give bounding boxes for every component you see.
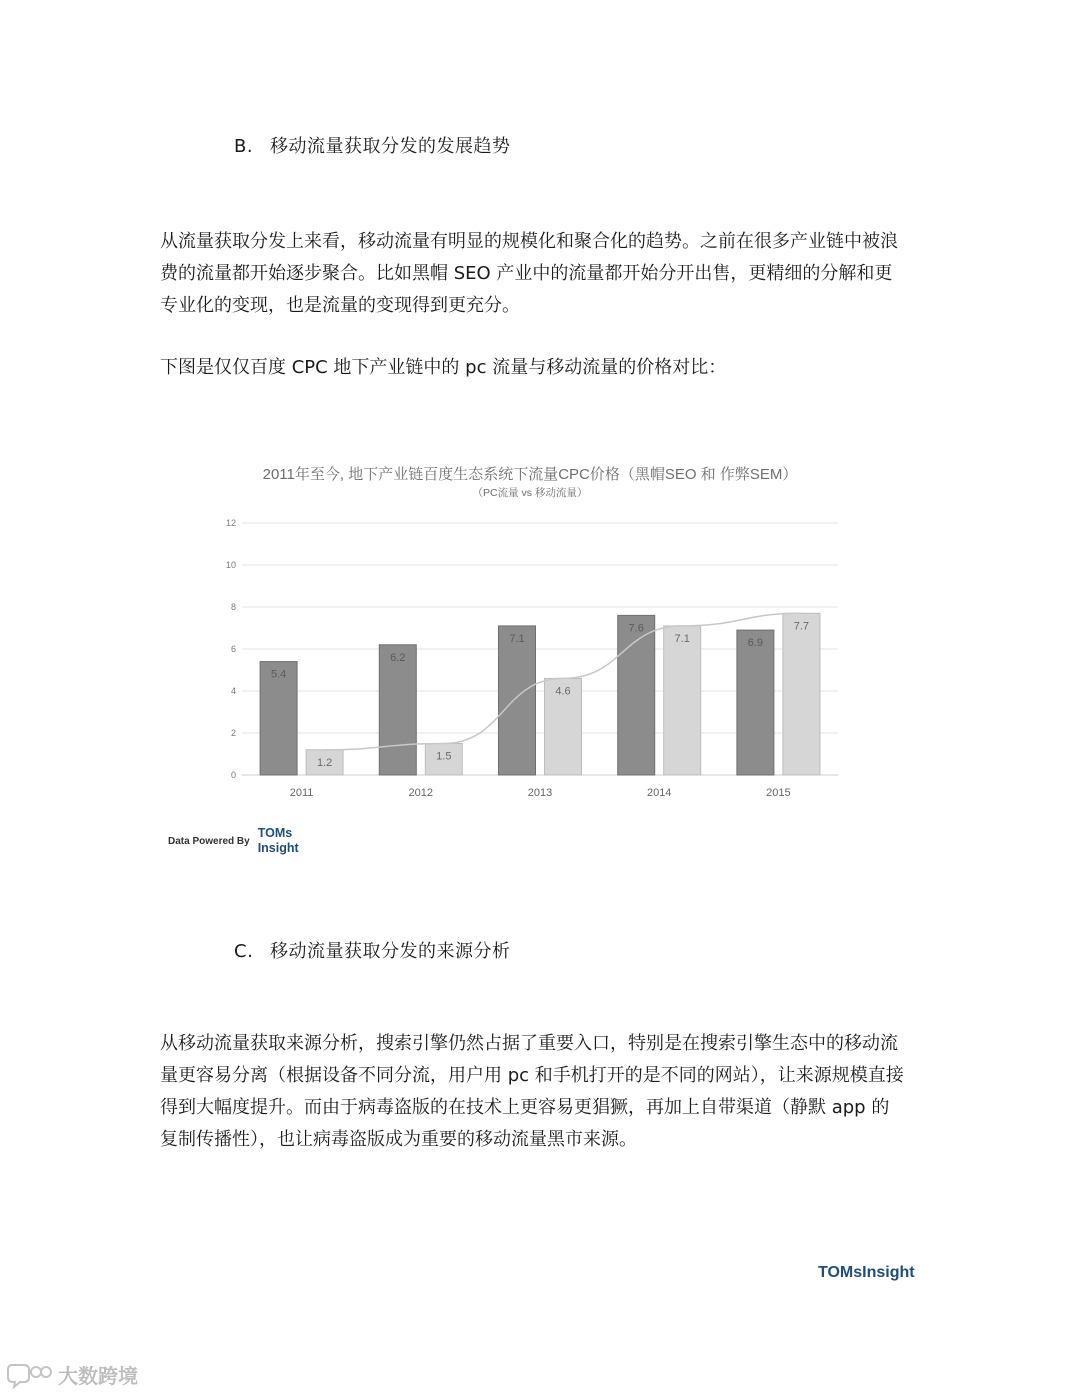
section-b-title: 移动流量获取分发的发展趋势 [270,136,511,157]
section-c-title: 移动流量获取分发的来源分析 [270,941,511,962]
credit-brand-line1: TOMs [257,826,293,840]
data-label: 1.5 [436,750,452,763]
section-c-number: C. [234,941,254,962]
paragraph-traffic-source [160,1028,935,1156]
paragraph-line: 得到大幅度提升。而由于病毒盗版的在技术上更容易更猖獗，再加上自带渠道（静默 app 的 [160,1097,890,1118]
data-label: 7.1 [674,632,690,645]
paragraph-traffic-trend [160,226,935,322]
bar [737,630,774,775]
paragraph-line: 量更容易分离（根据设备不同分流，用户用 pc 和手机打开的是不同的网站），让来源规模直接 [160,1065,904,1086]
paragraph-line: 复制传播性），也让病毒盗版成为重要的移动流量黑市来源。 [160,1129,637,1150]
chat-bubble-icon [6,1361,52,1389]
cpc-price-chart [160,455,860,865]
data-credit [168,826,299,856]
chart-y-ticks [226,518,236,780]
chart-subtitle: （PC流量 vs 移动流量） [472,487,588,499]
data-label: 7.6 [628,622,644,635]
section-c-heading [234,937,511,963]
paragraph-line: 从流量获取分发上来看，移动流量有明显的规模化和聚合化的趋势。之前在很多产业链中被浪 [160,231,898,252]
bar [664,626,701,775]
watermark-text: 大数跨境 [58,1364,138,1388]
bar [379,645,416,775]
chart-bars [260,613,820,775]
x-tick-label: 2014 [646,787,672,799]
data-label: 7.7 [793,620,810,633]
paragraph-line: 费的流量都开始逐步聚合。比如黑帽 SEO 产业中的流量都开始分开出售，更精细的分解和更 [160,263,893,284]
y-tick-label: 12 [225,518,236,528]
data-credit-label: Data Powered By [168,835,250,847]
data-label: 7.1 [509,632,525,645]
y-tick-label: 10 [225,560,236,570]
y-tick-label: 4 [230,686,236,696]
paragraph-line: 专业化的变现，也是流量的变现得到更充分。 [160,295,520,316]
y-tick-label: 6 [230,644,236,654]
section-b-number: B. [234,136,254,157]
y-tick-label: 0 [230,770,236,780]
paragraph-line: 从移动流量获取来源分析，搜索引擎仍然占据了重要入口，特别是在搜索引擎生态中的移动流 [160,1033,898,1054]
bar [499,626,536,775]
data-label: 4.6 [555,685,571,698]
data-label: 6.2 [390,651,406,664]
data-label: 5.4 [270,668,287,681]
x-tick-label: 2013 [527,787,553,799]
paragraph-chart-intro [160,352,935,384]
bar [618,615,655,775]
credit-brand-line2: Insight [257,841,299,855]
credit-brand-logo [258,826,299,856]
data-label: 1.2 [316,756,333,769]
footer-brand-logo: TOMsInsight [818,1264,915,1281]
paragraph-line: 下图是仅仅百度 CPC 地下产业链中的 pc 流量与移动流量的价格对比： [160,357,727,378]
x-tick-label: 2011 [289,787,314,799]
data-label: 6.9 [747,637,764,650]
chart-title: 2011年至今, 地下产业链百度生态系统下流量CPC价格（黑帽SEO 和 作弊SEM） [262,466,798,483]
bar [783,613,820,775]
section-b-heading [234,132,511,158]
x-tick-label: 2015 [766,787,791,799]
y-tick-label: 8 [230,602,236,612]
chart-x-ticks [290,787,791,799]
y-tick-label: 2 [230,728,236,738]
watermark [6,1360,138,1389]
x-tick-label: 2012 [408,787,434,799]
